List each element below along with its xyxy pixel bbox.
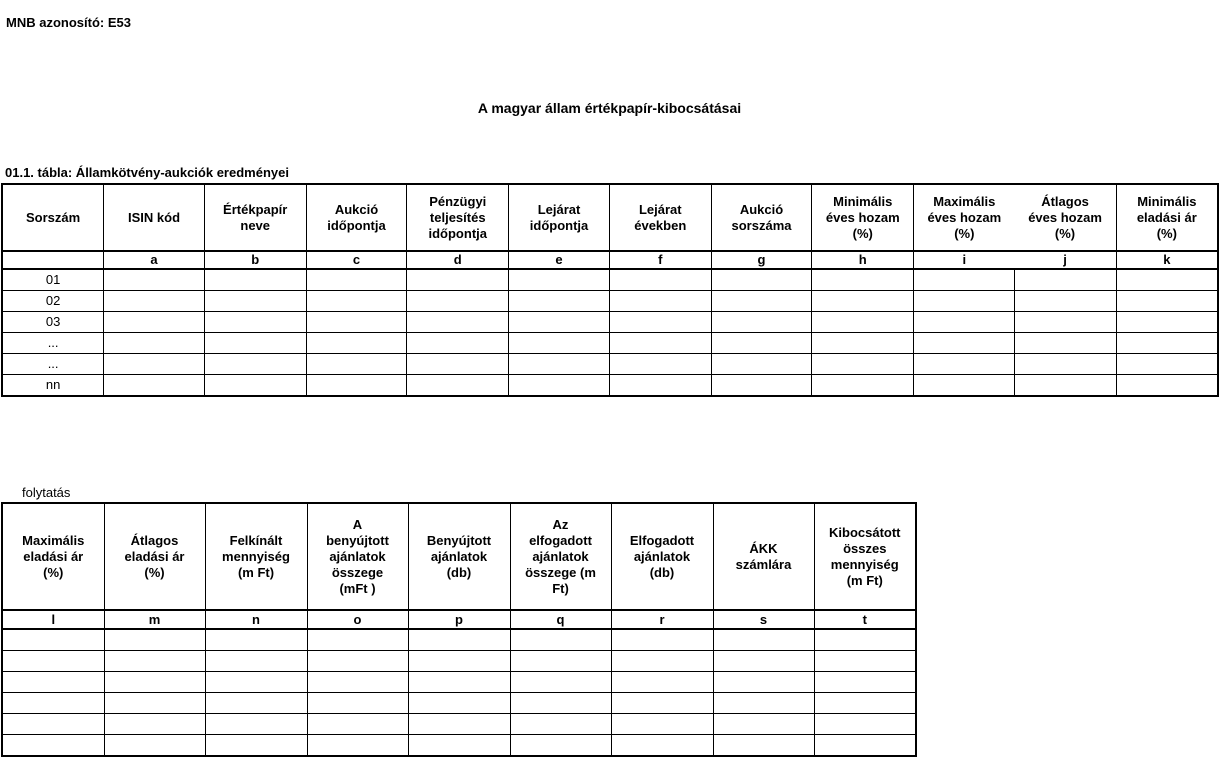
table1-header-cell: ISIN kód	[104, 184, 205, 251]
table-cell	[306, 312, 407, 333]
table-cell	[611, 735, 713, 757]
table-cell	[713, 693, 814, 714]
table-cell	[205, 714, 307, 735]
table2-header-cell: Elfogadott ajánlatok (db)	[611, 503, 713, 610]
table-cell	[1116, 354, 1218, 375]
table-row	[2, 375, 1218, 397]
table-cell	[510, 672, 611, 693]
table-cell	[1116, 375, 1218, 397]
table-cell	[812, 333, 914, 354]
table-cell	[510, 693, 611, 714]
table-cell	[104, 714, 205, 735]
table-cell	[509, 333, 610, 354]
table-row	[2, 693, 916, 714]
table-cell	[1116, 269, 1218, 291]
table1-letter-cell: k	[1116, 251, 1218, 269]
table-row	[2, 269, 1218, 291]
table-cell	[711, 269, 812, 291]
table-cell	[104, 629, 205, 651]
table-cell	[1116, 291, 1218, 312]
table-cell	[814, 714, 916, 735]
table-cell	[1014, 375, 1116, 397]
table1-header-cell: Lejárat években	[609, 184, 711, 251]
table-cell	[1014, 291, 1116, 312]
table-cell	[814, 629, 916, 651]
row-number: 01	[2, 269, 104, 291]
table-cell	[307, 714, 408, 735]
table-row	[2, 672, 916, 693]
table-cell	[609, 269, 711, 291]
table-row	[2, 629, 916, 651]
table1-letter-cell	[2, 251, 104, 269]
table-cell	[205, 672, 307, 693]
table-cell	[609, 354, 711, 375]
table-cell	[509, 375, 610, 397]
table-cell	[307, 651, 408, 672]
table-cell	[205, 693, 307, 714]
table-cell	[1014, 312, 1116, 333]
table-cell	[609, 375, 711, 397]
table-row	[2, 735, 916, 757]
table-cell	[2, 714, 104, 735]
table-cell	[2, 693, 104, 714]
table-cell	[814, 672, 916, 693]
table1-header-row	[2, 184, 1218, 251]
table-cell	[204, 333, 306, 354]
table-cell	[407, 375, 509, 397]
table-caption: 01.1. tábla: Államkötvény-aukciók eredményei	[5, 165, 289, 180]
table1-letter-cell: b	[204, 251, 306, 269]
table2-header-cell: Az elfogadott ajánlatok összege (m Ft)	[510, 503, 611, 610]
table-cell	[914, 291, 1015, 312]
table-cell	[713, 629, 814, 651]
table-cell	[407, 354, 509, 375]
table2-header-cell: Kibocsátott összes mennyiség (m Ft)	[814, 503, 916, 610]
table2-letter-cell: r	[611, 610, 713, 629]
table1-header-cell: Értékpapír neve	[204, 184, 306, 251]
table-cell	[509, 269, 610, 291]
table-cell	[713, 651, 814, 672]
table-cell	[1014, 269, 1116, 291]
table-cell	[711, 333, 812, 354]
table-cell	[509, 312, 610, 333]
table1-header-cell: Minimális eladási ár (%)	[1116, 184, 1218, 251]
table-cell	[812, 375, 914, 397]
table-cell	[2, 735, 104, 757]
table-cell	[104, 333, 205, 354]
table-cell	[104, 693, 205, 714]
table-cell	[307, 672, 408, 693]
table1-letter-row	[2, 251, 1218, 269]
table-cell	[914, 354, 1015, 375]
table-cell	[408, 714, 510, 735]
table1-header-cell: Aukció időpontja	[306, 184, 407, 251]
table2-header-row	[2, 503, 916, 610]
table-cell	[713, 672, 814, 693]
table-cell	[104, 269, 205, 291]
table-cell	[307, 735, 408, 757]
table-cell	[1014, 333, 1116, 354]
table-cell	[814, 693, 916, 714]
table2-header-cell: Átlagos eladási ár (%)	[104, 503, 205, 610]
table-cell	[407, 269, 509, 291]
table1-header-cell: Minimális éves hozam (%)	[812, 184, 914, 251]
table-cell	[611, 693, 713, 714]
table-cell	[205, 629, 307, 651]
auction-results-table-continued	[1, 502, 917, 757]
table-cell	[104, 312, 205, 333]
table-row	[2, 333, 1218, 354]
table-cell	[104, 291, 205, 312]
table-cell	[408, 629, 510, 651]
table-cell	[204, 375, 306, 397]
table-cell	[510, 651, 611, 672]
row-number: nn	[2, 375, 104, 397]
row-number: 02	[2, 291, 104, 312]
table-cell	[306, 269, 407, 291]
table-cell	[104, 651, 205, 672]
table-cell	[104, 672, 205, 693]
table-cell	[205, 735, 307, 757]
table-cell	[408, 693, 510, 714]
table-cell	[812, 354, 914, 375]
table-cell	[510, 735, 611, 757]
table-cell	[407, 312, 509, 333]
table-row	[2, 312, 1218, 333]
table-cell	[204, 291, 306, 312]
table-cell	[812, 291, 914, 312]
table-cell	[611, 651, 713, 672]
table1-header-cell: Pénzügyi teljesítés időpontja	[407, 184, 509, 251]
table2-letter-cell: m	[104, 610, 205, 629]
table2-letter-cell: p	[408, 610, 510, 629]
table-cell	[306, 333, 407, 354]
table2-letter-cell: t	[814, 610, 916, 629]
table2-letter-cell: n	[205, 610, 307, 629]
table2-letter-cell: o	[307, 610, 408, 629]
table-cell	[814, 735, 916, 757]
table-cell	[509, 291, 610, 312]
table-row	[2, 714, 916, 735]
table-cell	[713, 714, 814, 735]
table-cell	[2, 629, 104, 651]
table-cell	[204, 354, 306, 375]
table2-header-cell: A benyújtott ajánlatok összege (mFt )	[307, 503, 408, 610]
table-cell	[611, 672, 713, 693]
table-cell	[611, 629, 713, 651]
table-row	[2, 354, 1218, 375]
table-cell	[204, 269, 306, 291]
table2-header-cell: ÁKK számlára	[713, 503, 814, 610]
table-cell	[711, 375, 812, 397]
table-cell	[104, 735, 205, 757]
table-cell	[408, 735, 510, 757]
table-cell	[914, 269, 1015, 291]
table-cell	[1116, 312, 1218, 333]
table-cell	[307, 693, 408, 714]
table-cell	[407, 333, 509, 354]
table-cell	[307, 629, 408, 651]
table2-letter-cell: s	[713, 610, 814, 629]
page-title: A magyar állam értékpapír-kibocsátásai	[477, 100, 742, 116]
table1-header-cell: Lejárat időpontja	[509, 184, 610, 251]
table-cell	[914, 333, 1015, 354]
table1-header-cell: Átlagos éves hozam (%)	[1014, 184, 1116, 251]
table2-header-cell: Felkínált mennyiség (m Ft)	[205, 503, 307, 610]
table-cell	[104, 354, 205, 375]
table-row	[2, 291, 1218, 312]
table-cell	[1116, 333, 1218, 354]
table-cell	[711, 291, 812, 312]
table-cell	[306, 291, 407, 312]
mnb-identifier: MNB azonosító: E53	[6, 15, 131, 30]
table2-letter-cell: l	[2, 610, 104, 629]
auction-results-table	[1, 183, 1219, 397]
table-row	[2, 651, 916, 672]
table-cell	[713, 735, 814, 757]
table1-header-cell: Sorszám	[2, 184, 104, 251]
table-cell	[914, 375, 1015, 397]
table-cell	[408, 651, 510, 672]
table-cell	[609, 333, 711, 354]
table1-letter-cell: f	[609, 251, 711, 269]
table-cell	[306, 375, 407, 397]
table-cell	[306, 354, 407, 375]
table-cell	[812, 269, 914, 291]
table-cell	[205, 651, 307, 672]
table-cell	[1014, 354, 1116, 375]
table-cell	[814, 651, 916, 672]
table-cell	[104, 375, 205, 397]
table-cell	[611, 714, 713, 735]
table2-header-cell: Maximális eladási ár (%)	[2, 503, 104, 610]
table-cell	[510, 714, 611, 735]
table-cell	[711, 354, 812, 375]
table-cell	[204, 312, 306, 333]
table1-letter-cell: g	[711, 251, 812, 269]
table1-header-cell: Maximális éves hozam (%)	[914, 184, 1015, 251]
table-cell	[2, 672, 104, 693]
row-number: ...	[2, 354, 104, 375]
table-cell	[408, 672, 510, 693]
table1-header-cell: Aukció sorszáma	[711, 184, 812, 251]
table1-letter-cell: d	[407, 251, 509, 269]
table-cell	[914, 312, 1015, 333]
table-cell	[711, 312, 812, 333]
row-number: ...	[2, 333, 104, 354]
table1-letter-cell: a	[104, 251, 205, 269]
table1-letter-cell: e	[509, 251, 610, 269]
table-cell	[509, 354, 610, 375]
table-cell	[609, 312, 711, 333]
table2-letter-row	[2, 610, 916, 629]
table-cell	[510, 629, 611, 651]
table-cell	[2, 651, 104, 672]
table1-letter-cell: h	[812, 251, 914, 269]
table2-letter-cell: q	[510, 610, 611, 629]
table-cell	[609, 291, 711, 312]
table1-letter-cell: c	[306, 251, 407, 269]
table-cell	[407, 291, 509, 312]
table1-letter-cell: i	[914, 251, 1015, 269]
table-cell	[812, 312, 914, 333]
table2-header-cell: Benyújtott ajánlatok (db)	[408, 503, 510, 610]
row-number: 03	[2, 312, 104, 333]
table1-letter-cell: j	[1014, 251, 1116, 269]
continuation-label: folytatás	[22, 485, 71, 500]
